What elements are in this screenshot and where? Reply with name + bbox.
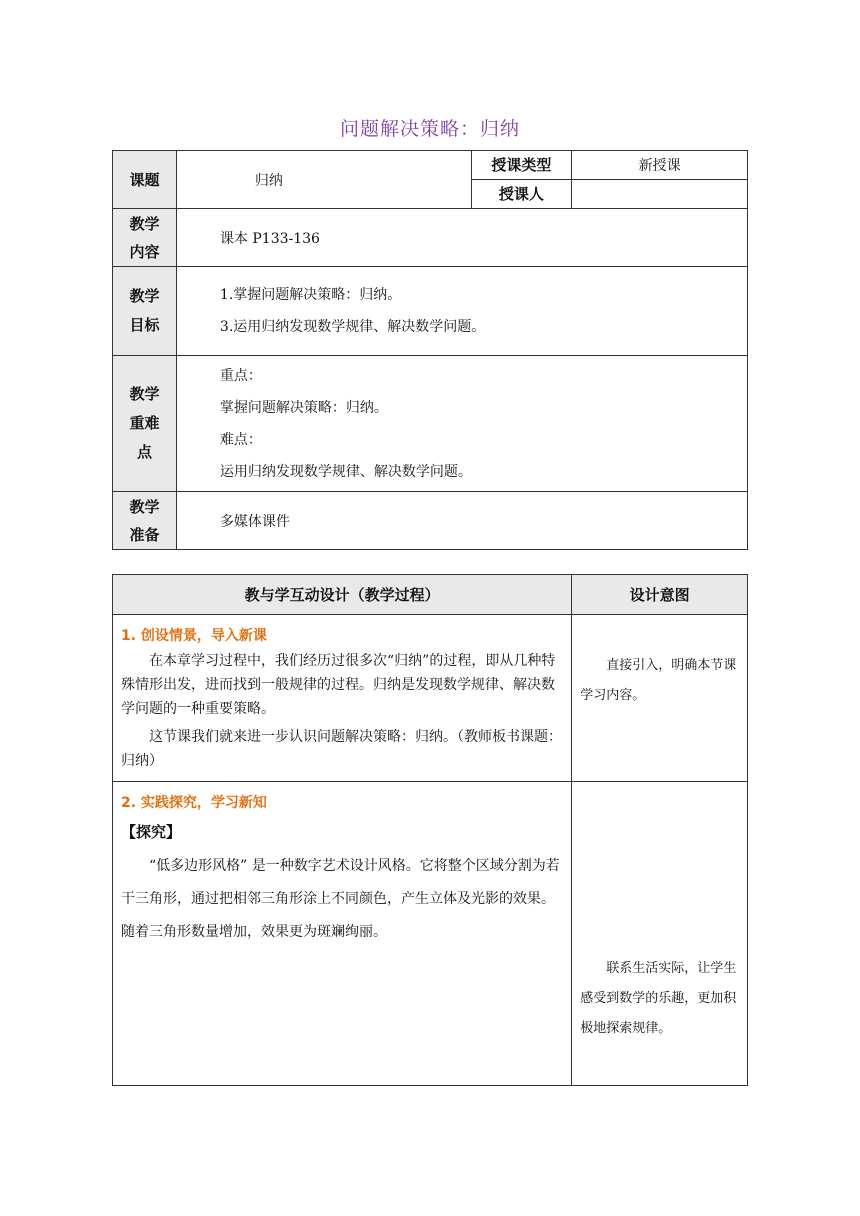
process-header: 教与学互动设计（教学过程）: [113, 575, 572, 615]
prep-label: 教学准备: [113, 492, 177, 550]
section-1-paragraph: 这节课我们就来进一步认识问题解决策略：归纳。（教师板书课题：归纳）: [121, 729, 562, 769]
lesson-info-table: [112, 150, 748, 550]
focus-line: 难点：: [219, 431, 262, 448]
goal-item: 1.掌握问题解决策略：归纳。: [219, 287, 402, 303]
teacher-value: [572, 180, 748, 209]
section-1-cell: [113, 615, 572, 782]
content-value: 课本 P133-136: [176, 209, 747, 267]
topic-value: 归纳: [176, 151, 471, 209]
goals-list: [176, 267, 747, 356]
section-2-heading: 2. 实践探究，学习新知: [121, 795, 267, 811]
teaching-process-table: [112, 574, 748, 1086]
focus-content: [176, 356, 747, 492]
section-1-heading: 1. 创设情景，导入新课: [121, 628, 267, 644]
teacher-label: 授课人: [471, 180, 572, 209]
content-label: 教学内容: [113, 209, 177, 267]
page-title: 问题解决策略：归纳: [339, 118, 520, 140]
intent-header: 设计意图: [572, 575, 748, 615]
goals-label: 教学目标: [113, 267, 177, 356]
section-2-subheading: 【探究】: [121, 823, 182, 841]
topic-label: 课题: [113, 151, 177, 209]
focus-line: 运用归纳发现数学规律、解决数学问题。: [219, 463, 472, 480]
section-1-intent: 直接引入，明确本节课学习内容。: [572, 615, 748, 782]
focus-line: 掌握问题解决策略：归纳。: [219, 399, 388, 416]
section-1-paragraph: 在本章学习过程中，我们经历过很多次“归纳”的过程，即从几种特殊情形出发，进而找到一般规律的过程。归纳是发现数学规律、解决数学问题的一种重要策略。: [121, 653, 556, 717]
section-2-paragraph: “低多边形风格” 是一种数字艺术设计风格。它将整个区域分割为若干三角形，通过把相邻三角形涂上不同颜色，产生立体及光影的效果。随着三角形数量增加，效果更为斑斓绚丽。: [121, 858, 560, 940]
goal-item: 3.运用归纳发现数学规律、解决数学问题。: [219, 319, 486, 335]
section-2-intent: 联系生活实际，让学生感受到数学的乐趣，更加积极地探索规律。: [572, 782, 748, 1086]
focus-label: 教学重难点: [113, 356, 177, 492]
prep-value: 多媒体课件: [176, 492, 747, 550]
section-2-cell: [113, 782, 572, 1086]
lesson-type-label: 授课类型: [471, 151, 572, 180]
focus-line: 重点：: [219, 367, 262, 384]
lesson-type-value: 新授课: [572, 151, 748, 180]
